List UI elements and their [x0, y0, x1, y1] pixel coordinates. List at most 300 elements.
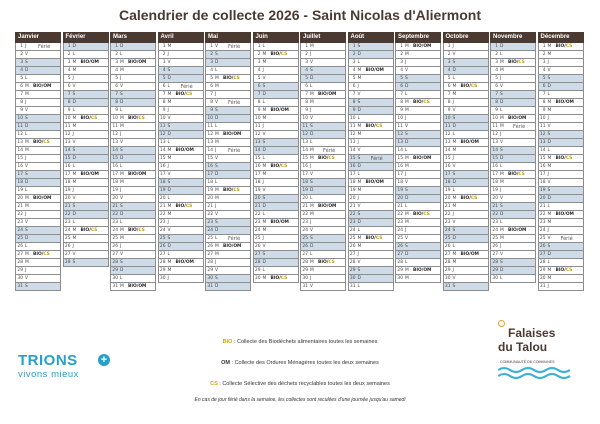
weekday-letter: S [547, 76, 551, 81]
weekday-letter: L [310, 252, 313, 257]
day-number: 4 [67, 68, 71, 73]
collection-label: BIO/OM [555, 212, 574, 217]
day-number: 14 [444, 148, 451, 153]
weekday-letter: S [262, 252, 266, 257]
day-row [253, 91, 299, 99]
day-number: 26 [492, 244, 498, 249]
day-number: 25 [17, 236, 23, 241]
day-number: 24 [64, 228, 71, 233]
day-row [15, 147, 61, 155]
weekday-letter: V [25, 52, 29, 57]
day-number: 19 [254, 188, 261, 193]
day-number: 18 [492, 180, 498, 185]
day-row [205, 187, 251, 195]
day-number: 11 [492, 124, 498, 129]
weekday-letter: S [405, 76, 408, 81]
day-number: 20 [64, 196, 71, 201]
month-column [205, 32, 251, 300]
weekday-letter: J [405, 172, 407, 177]
day-number: 18 [397, 180, 403, 185]
day-row [205, 203, 251, 211]
day-row [490, 51, 536, 59]
weekday-letter: J [310, 220, 312, 225]
day-number: 29 [254, 268, 261, 273]
weekday-letter: D [215, 116, 219, 121]
weekday-letter: J [452, 212, 454, 217]
weekday-letter: L [25, 188, 28, 193]
weekday-letter: S [357, 212, 361, 217]
weekday-letter: V [405, 68, 409, 73]
weekday-letter: M [72, 180, 77, 185]
day-number: 26 [349, 244, 356, 249]
day-row [300, 51, 346, 59]
day-row [443, 243, 489, 251]
weekday-letter: J [262, 236, 264, 241]
day-number: 8 [20, 100, 23, 105]
day-number: 18 [349, 180, 356, 185]
day-number: 30 [17, 276, 23, 281]
day-row [205, 147, 251, 155]
weekday-letter: D [452, 68, 456, 73]
day-number: 3 [257, 60, 261, 65]
day-number: 29 [17, 268, 23, 273]
weekday-letter: L [262, 100, 265, 105]
day-number: 30 [112, 276, 118, 281]
day-number: 15 [492, 156, 498, 161]
weekday-letter: M [167, 212, 172, 217]
day-number: 24 [539, 228, 546, 233]
day-row [15, 211, 61, 219]
day-row [205, 243, 251, 251]
day-number: 21 [112, 204, 118, 209]
weekday-letter: M [72, 116, 77, 121]
day-number: 1 [115, 44, 118, 49]
day-number: 15 [64, 156, 71, 161]
weekday-letter: M [547, 164, 552, 169]
day-row [490, 219, 536, 227]
day-row [158, 51, 204, 59]
collection-label: BIO/OM [413, 268, 432, 273]
day-row [443, 91, 489, 99]
day-row [15, 43, 61, 51]
day-number: 28 [349, 260, 356, 265]
day-row [538, 243, 584, 251]
day-row [158, 211, 204, 219]
day-number: 12 [349, 132, 356, 137]
day-row [110, 75, 156, 83]
weekday-letter: J [262, 68, 264, 73]
weekday-letter: V [215, 268, 219, 273]
weekday-letter: L [72, 220, 75, 225]
day-number: 19 [112, 188, 118, 193]
day-row [490, 115, 536, 123]
weekday-letter: M [547, 212, 552, 217]
day-row [490, 211, 536, 219]
day-number: 22 [207, 212, 213, 217]
day-row [110, 83, 156, 91]
weekday-letter: S [310, 124, 313, 129]
day-row [395, 251, 441, 259]
day-row [395, 203, 441, 211]
day-number: 10 [254, 116, 261, 121]
day-number: 13 [159, 140, 166, 145]
day-number: 5 [210, 76, 213, 81]
day-row [490, 59, 536, 67]
day-number: 30 [207, 276, 213, 281]
day-row [15, 75, 61, 83]
day-row [395, 51, 441, 59]
day-row [15, 179, 61, 187]
day-number: 5 [67, 76, 71, 81]
day-number: 19 [17, 188, 23, 193]
weekday-letter: V [72, 84, 76, 89]
weekday-letter: M [215, 252, 219, 257]
day-number: 15 [349, 156, 356, 161]
weekday-letter: J [357, 252, 359, 257]
day-number: 10 [349, 116, 356, 121]
weekday-letter: J [167, 276, 169, 281]
day-row [443, 139, 489, 147]
day-number: 12 [112, 132, 118, 137]
day-number: 23 [397, 220, 403, 225]
day-row [395, 243, 441, 251]
day-row [538, 131, 584, 139]
day-row [205, 107, 251, 115]
day-number: 9 [305, 108, 308, 113]
trions-logo [18, 352, 128, 382]
day-row [205, 267, 251, 275]
weekday-letter: D [25, 124, 29, 129]
weekday-letter: L [310, 84, 313, 89]
day-number: 21 [64, 204, 71, 209]
legend-cs-text: : Collecte Sélective des déchets recyclables toutes les deux semaines [217, 381, 390, 387]
day-number: 16 [207, 164, 213, 169]
day-row [253, 51, 299, 59]
weekday-letter: M [215, 84, 219, 89]
weekday-letter: M [262, 172, 267, 177]
day-row [205, 99, 251, 107]
day-row [205, 211, 251, 219]
day-row [300, 115, 346, 123]
weekday-letter: D [215, 284, 219, 289]
day-number: 23 [207, 220, 213, 225]
day-number: 18 [17, 180, 23, 185]
month-header: Mai [205, 32, 251, 43]
weekday-letter: M [167, 44, 172, 49]
day-row [538, 91, 584, 99]
day-row [538, 83, 584, 91]
day-number: 23 [444, 220, 451, 225]
day-row [348, 163, 394, 171]
collection-label: BIO/CS [33, 140, 50, 145]
day-number: 22 [17, 212, 23, 217]
day-number: 24 [349, 228, 356, 233]
day-number: 14 [302, 148, 308, 153]
legend-cs-code: CS [210, 381, 218, 387]
weekday-letter: D [25, 68, 29, 73]
day-row [490, 163, 536, 171]
day-number: 4 [447, 68, 451, 73]
day-number: 14 [254, 148, 261, 153]
weekday-letter: D [405, 196, 409, 201]
day-row [110, 115, 156, 123]
weekday-letter: M [167, 100, 172, 105]
day-row [205, 171, 251, 179]
weekday-letter: M [405, 220, 409, 225]
weekday-letter: D [25, 236, 29, 241]
day-number: 9 [210, 108, 213, 113]
month-column [15, 32, 61, 300]
day-row [443, 163, 489, 171]
day-number: 12 [64, 132, 71, 137]
day-row [205, 59, 251, 67]
day-number: 8 [162, 100, 166, 105]
weekday-letter: S [215, 52, 218, 57]
day-row [300, 91, 346, 99]
weekday-letter: V [452, 164, 456, 169]
weekday-letter: L [452, 76, 455, 81]
weekday-letter: M [405, 268, 409, 273]
day-row [110, 67, 156, 75]
weekday-letter: D [357, 220, 361, 225]
weekday-letter: D [167, 132, 171, 137]
day-number: 25 [492, 236, 498, 241]
day-number: 2 [447, 52, 451, 57]
weekday-letter: V [357, 92, 361, 97]
weekday-letter: M [262, 60, 267, 65]
weekday-letter: L [215, 68, 218, 73]
day-row [538, 211, 584, 219]
day-row [110, 123, 156, 131]
day-row [443, 195, 489, 203]
weekday-letter: J [215, 260, 217, 265]
day-row [538, 107, 584, 115]
collection-label: BIO/OM [175, 148, 194, 153]
weekday-letter: M [547, 220, 552, 225]
day-row [63, 243, 109, 251]
day-row [253, 139, 299, 147]
day-row [395, 99, 441, 107]
day-number: 1 [257, 44, 261, 49]
day-row [63, 115, 109, 123]
weekday-letter: J [547, 116, 549, 121]
day-row [110, 251, 156, 259]
day-row [253, 155, 299, 163]
day-number: 13 [302, 140, 308, 145]
month-column [253, 32, 299, 300]
day-row [490, 131, 536, 139]
day-number: 20 [302, 196, 308, 201]
day-number: 17 [397, 172, 403, 177]
day-number: 11 [444, 124, 451, 129]
day-row [490, 275, 536, 283]
weekday-letter: D [120, 212, 124, 217]
weekday-letter: D [357, 276, 361, 281]
weekday-letter: M [310, 204, 314, 209]
day-row [300, 227, 346, 235]
day-number: 3 [305, 60, 308, 65]
weekday-letter: L [262, 268, 265, 273]
weekday-letter: M [405, 164, 409, 169]
weekday-letter: J [167, 220, 169, 225]
collection-label: BIO/CS [33, 252, 50, 257]
day-number: 26 [302, 244, 308, 249]
weekday-letter: D [500, 212, 504, 217]
day-number: 1 [447, 44, 451, 49]
day-row [158, 131, 204, 139]
day-number: 9 [162, 108, 166, 113]
weekday-letter: S [262, 140, 266, 145]
day-row [110, 219, 156, 227]
weekday-letter: J [547, 284, 549, 289]
day-number: 6 [542, 84, 546, 89]
day-row [490, 267, 536, 275]
day-number: 28 [64, 260, 71, 265]
weekday-letter: J [215, 204, 217, 209]
day-number: 24 [492, 228, 498, 233]
day-row [15, 275, 61, 283]
day-number: 11 [207, 124, 213, 129]
weekday-letter: M [25, 148, 29, 153]
day-row [15, 123, 61, 131]
collection-label: BIO/OM [175, 260, 194, 265]
day-row [490, 139, 536, 147]
day-number: 15 [539, 156, 546, 161]
day-number: 18 [112, 180, 118, 185]
weekday-letter: L [167, 84, 170, 89]
weekday-letter: L [405, 148, 408, 153]
day-row [348, 243, 394, 251]
falaises-logo-subtitle: COMMUNAUTÉ DE COMMUNES [500, 360, 555, 364]
weekday-letter: M [405, 156, 409, 161]
day-number: 25 [302, 236, 308, 241]
weekday-letter: S [25, 284, 28, 289]
day-row [443, 259, 489, 267]
day-row [490, 203, 536, 211]
weekday-letter: S [310, 236, 313, 241]
day-row [63, 123, 109, 131]
day-row [205, 259, 251, 267]
weekday-letter: L [357, 116, 360, 121]
weekday-letter: S [167, 124, 171, 129]
day-row [205, 43, 251, 51]
day-number: 13 [397, 140, 403, 145]
day-row [110, 283, 156, 291]
day-row [490, 123, 536, 131]
weekday-letter: V [357, 260, 361, 265]
month-column [158, 32, 204, 300]
day-number: 24 [112, 228, 118, 233]
day-row [348, 211, 394, 219]
day-number: 30 [444, 276, 451, 281]
day-number: 18 [159, 180, 166, 185]
day-row [395, 259, 441, 267]
day-number: 21 [207, 204, 213, 209]
day-number: 9 [20, 108, 23, 113]
day-row [110, 227, 156, 235]
day-row [63, 83, 109, 91]
weekday-letter: M [167, 204, 172, 209]
holiday-label: Férié [228, 44, 241, 50]
weekday-letter: J [500, 76, 502, 81]
day-number: 27 [207, 252, 213, 257]
collection-label: BIO/CS [508, 172, 525, 177]
weekday-letter: M [120, 284, 124, 289]
day-number: 10 [444, 116, 451, 121]
day-row [300, 59, 346, 67]
weekday-letter: V [167, 228, 171, 233]
collection-label: BIO/OM [80, 172, 99, 177]
weekday-letter: M [167, 260, 172, 265]
day-number: 3 [352, 60, 356, 65]
collection-label: BIO/OM [460, 252, 479, 257]
day-row [15, 131, 61, 139]
plus-icon: + [98, 354, 110, 366]
day-number: 7 [352, 92, 356, 97]
day-number: 21 [302, 204, 308, 209]
weekday-letter: D [167, 188, 171, 193]
weekday-letter: M [72, 60, 77, 65]
weekday-letter: L [120, 220, 123, 225]
day-row [300, 99, 346, 107]
day-number: 18 [254, 180, 261, 185]
weekday-letter: M [310, 44, 314, 49]
day-number: 1 [20, 44, 23, 49]
day-row [490, 99, 536, 107]
weekday-letter: M [310, 268, 314, 273]
weekday-letter: M [452, 196, 457, 201]
day-number: 31 [444, 284, 451, 289]
weekday-letter: V [262, 244, 266, 249]
weekday-letter: D [167, 76, 171, 81]
day-row [348, 43, 394, 51]
day-row [110, 59, 156, 67]
weekday-letter: L [357, 228, 360, 233]
day-row [348, 179, 394, 187]
day-row [300, 155, 346, 163]
collection-label: BIO/OM [365, 180, 384, 185]
day-row [253, 259, 299, 267]
month-header: Février [63, 32, 109, 43]
day-number: 25 [112, 236, 118, 241]
weekday-letter: J [357, 140, 359, 145]
month-column [395, 32, 441, 300]
day-row [253, 251, 299, 259]
day-row [348, 267, 394, 275]
day-number: 26 [254, 244, 261, 249]
day-row [253, 75, 299, 83]
falaises-logo [494, 320, 584, 404]
day-number: 30 [539, 276, 546, 281]
day-row [253, 211, 299, 219]
weekday-letter: M [357, 244, 362, 249]
day-row [110, 211, 156, 219]
day-row [395, 131, 441, 139]
day-row [63, 211, 109, 219]
holiday-label: Férié [228, 236, 241, 242]
day-row [490, 67, 536, 75]
day-number: 11 [539, 124, 546, 129]
day-row [253, 195, 299, 203]
day-number: 20 [112, 196, 118, 201]
day-row [443, 251, 489, 259]
day-row [158, 187, 204, 195]
day-row [490, 91, 536, 99]
weekday-letter: L [72, 108, 75, 113]
day-row [443, 179, 489, 187]
weekday-letter: S [72, 260, 76, 265]
weekday-letter: S [72, 148, 76, 153]
